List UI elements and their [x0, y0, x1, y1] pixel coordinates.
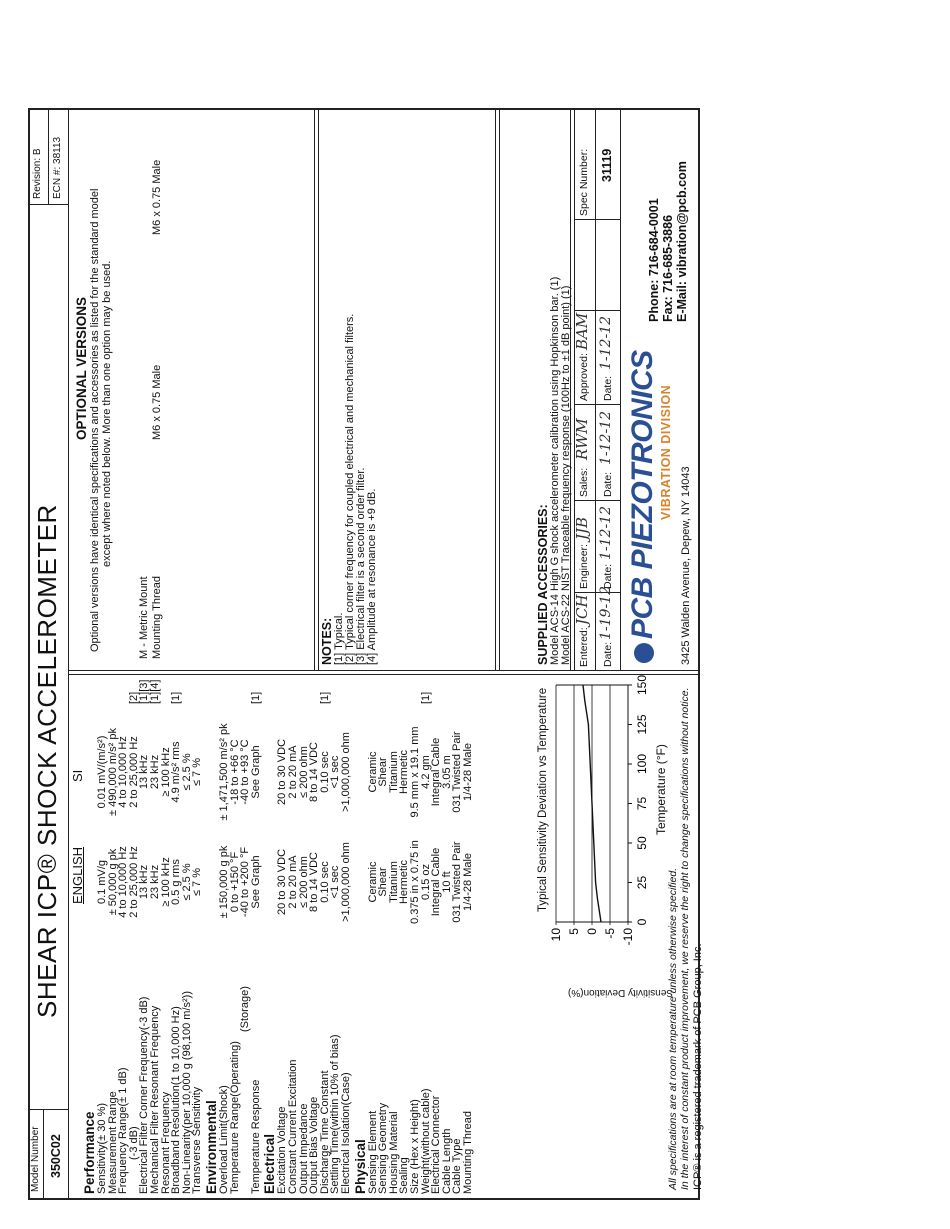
entered-signature: JCH — [573, 594, 591, 625]
section-title: Physical — [352, 1139, 368, 1194]
spec-label: Mounting Thread — [462, 1111, 474, 1194]
spec-label: Electrical Connector — [430, 1095, 443, 1194]
sales-signature: RWM — [573, 418, 591, 460]
spec-label: Resonant Frequency — [159, 1091, 172, 1194]
company-fax: Fax: 716-685-3886 — [661, 214, 675, 322]
spec-note: [1] — [318, 691, 331, 704]
spec-label: Housing Material — [387, 1111, 400, 1194]
spec-value-english: ≥ 100 kHz — [159, 857, 172, 907]
date-value-4: 1-12-12 — [598, 316, 614, 370]
date-label-3: Date: — [602, 471, 614, 497]
spec-value-english: >1,000,000 ohm — [340, 842, 352, 922]
spec-label: Cable Length — [440, 1128, 453, 1194]
company-address: 3425 Walden Avenue, Depew, NY 14043 — [680, 466, 692, 665]
spec-value-english: ≤ 2.5 % — [180, 863, 193, 901]
footer-line-1: All specifications are at room temperature unless otherwise specified. — [667, 867, 679, 1190]
company-division: VIBRATION DIVISION — [659, 384, 673, 520]
page-title: SHEAR ICP® SHOCK ACCELEROMETER — [32, 504, 62, 1018]
chart-plot — [549, 675, 649, 945]
spec-label: Cable Type — [451, 1138, 464, 1194]
spec-label: Temperature Range(Operating) — [228, 1041, 241, 1194]
chart-x-tick-label: 25 — [635, 875, 649, 890]
spec-value-si: ± 490,000 m/s² pk — [106, 728, 119, 816]
spec-value-si: 2 to 20 mA — [287, 745, 299, 799]
chart-y-axis-label: Sensitivity Deviation(%) — [567, 987, 673, 998]
notes-title: NOTES: — [320, 617, 334, 665]
section-title: Performance — [82, 1111, 97, 1194]
chart-title: Typical Sensitivity Deviation vs Temperature — [537, 687, 549, 912]
engineer-label: Engineer: — [578, 544, 590, 589]
spec-label: Electrical Filter Corner Frequency(-3 dB) — [138, 996, 151, 1194]
spec-value-si: -40 to +93 °C — [239, 739, 252, 805]
spec-value-si: ≤ 2.5 % — [180, 753, 193, 791]
spec-label: Overload Limit(Shock) — [218, 1085, 230, 1194]
engineer-signature: JJB — [573, 516, 591, 540]
revision: Revision: B — [32, 148, 43, 199]
spec-value-si: 4.9 m/s² rms — [170, 741, 183, 803]
company-logo: PCB PIEZOTRONICS — [626, 350, 659, 639]
si-column-header: SI — [70, 769, 85, 782]
option-row-label: Mounting Thread — [151, 576, 163, 659]
spec-value-english: 8 to 14 VDC — [308, 852, 321, 912]
note-1: [1] Typical. — [333, 612, 345, 665]
spec-value-english: <1 sec — [329, 865, 342, 899]
accessory-1: Model ACS-14 High G shock accelerometer calibration using Hopkinson bar. (1) — [549, 276, 561, 665]
approved-label: Approved: — [578, 353, 590, 401]
spec-value-english: Titanium — [387, 861, 400, 903]
approved-signature: BAM — [573, 312, 591, 350]
optional-versions-intro-1: Optional versions have identical specifications and accessories as listed for the standard model — [89, 188, 101, 652]
spec-value-si: See Graph — [249, 745, 262, 799]
chart-x-tick-label: 150 — [635, 675, 649, 696]
spec-value-english: 0 to +150 °F — [228, 851, 241, 913]
spec-value-si: 0.01 mV/(m/s²) — [96, 735, 108, 809]
spec-label: Settling Time(within 10% of bias) — [329, 1034, 342, 1194]
spec-value-english: 2 to 25,000 Hz — [127, 846, 140, 918]
spec-value-english: Shear — [377, 867, 390, 897]
spec-value-si: 0.10 sec — [318, 751, 331, 793]
spec-label: Weight(without cable) — [419, 1088, 432, 1194]
spec-label: (-3 dB) — [127, 1126, 140, 1160]
company-phone: Phone: 716-684-0001 — [647, 198, 661, 322]
spec-value-si: Shear — [377, 757, 390, 787]
spec-value-si: 4 to 10,000 Hz — [117, 736, 130, 808]
accessories-title: SUPPLIED ACCESSORIES: — [536, 504, 550, 665]
spec-value-si: 3.05 m — [440, 755, 453, 789]
spec-label: Transverse Sensitivity — [191, 1086, 204, 1194]
spec-value-si: Ceramic — [366, 751, 379, 793]
spec-label: Frequency Range(± 1 dB) — [117, 1067, 130, 1194]
chart-y-tick-label: 5 — [567, 928, 581, 935]
spec-value-si: 13 kHz — [138, 754, 151, 790]
spec-value-si: Hermetic — [398, 749, 411, 795]
option-row-si: M6 x 0.75 Male — [151, 159, 163, 235]
note-4: [4] Amplitude at resonance is +9 dB. — [366, 488, 378, 665]
spec-value-si: ≥ 100 kHz — [159, 747, 172, 797]
spec-value-si: 8 to 14 VDC — [308, 742, 321, 802]
date-label-2: Date: — [602, 563, 614, 589]
spec-label: Sensitivity(± 30 %) — [96, 1102, 108, 1194]
spec-label: Sealing — [398, 1157, 411, 1194]
spec-label: Sensing Element — [366, 1110, 379, 1194]
spec-value-english: 0.5 g rms — [170, 859, 183, 905]
chart-x-tick-label: 100 — [635, 753, 649, 775]
chart-x-tick-label: 75 — [635, 796, 649, 811]
spec-label: Temperature Response — [249, 1079, 262, 1194]
ecn-number: ECN #: 38113 — [52, 136, 63, 199]
spec-value-english: 0.15 oz — [419, 863, 432, 901]
option-name: M - Metric Mount — [138, 576, 150, 659]
section-title: Environmental — [204, 1100, 219, 1194]
spec-value-english: 13 kHz — [138, 864, 151, 900]
spec-value-english: 0.10 sec — [318, 861, 331, 903]
spec-value-english: Integral Cable — [430, 847, 443, 917]
spec-value-english: Ceramic — [366, 861, 379, 903]
spec-value-english: 23 kHz — [149, 864, 161, 900]
spec-label: Constant Current Excitation — [287, 1059, 299, 1194]
spec-number: 31119 — [600, 148, 614, 182]
spec-value-english: 20 to 30 VDC — [276, 848, 289, 916]
spec-note: [1][3] — [138, 679, 151, 704]
spec-value-si: ± 1,471,500 m/s² pk — [218, 723, 230, 821]
spec-value-si: 9.5 mm x 19.1 mm — [409, 726, 421, 818]
spec-value-english: Hermetic — [398, 859, 411, 905]
spec-value-english: 10 ft — [440, 871, 453, 893]
spec-label: Size (Hex x Height) — [409, 1099, 421, 1194]
spec-label: (Storage) — [239, 986, 252, 1032]
chart-y-tick-label: -5 — [603, 928, 617, 939]
spec-value-si: Titanium — [387, 751, 400, 793]
spec-value-english: 031 Twisted Pair — [451, 841, 464, 923]
spec-note: [2] — [127, 691, 140, 704]
spec-sheet — [28, 108, 734, 1200]
chart-x-tick-label: 50 — [635, 836, 649, 850]
spec-label: Measurement Range — [106, 1091, 119, 1194]
spec-value-si: ≤ 200 ohm — [297, 746, 310, 798]
spec-value-si: >1,000,000 ohm — [340, 732, 352, 812]
spec-value-english: 1/4-28 Male — [462, 852, 474, 912]
footer-line-2: In the interest of constant product improvement, we reserve the right to change specifications without notice. — [679, 687, 691, 1190]
spec-value-si: Integral Cable — [430, 737, 443, 807]
spec-label: Output Impedance — [297, 1103, 310, 1194]
spec-number-label: Spec Number: — [578, 148, 590, 216]
date-value-2: 1-12-12 — [598, 506, 614, 560]
sales-label: Sales: — [578, 467, 590, 497]
spec-value-si: 2 to 25,000 Hz — [127, 736, 140, 808]
chart-x-axis-label: Temperature (°F) — [654, 744, 668, 835]
spec-value-si: 1/4-28 Male — [462, 742, 474, 802]
spec-label: Discharge Time Constant — [318, 1070, 331, 1194]
spec-value-si: 23 kHz — [149, 754, 161, 790]
spec-value-english: ± 150,000 g pk — [218, 845, 230, 919]
model-number-label: Model Number — [30, 1126, 41, 1192]
english-column-header: ENGLISH — [70, 846, 85, 904]
spec-value-english: 0.1 mV/g — [96, 859, 108, 905]
spec-value-english: 0.375 in x 0.75 in — [409, 840, 421, 924]
chart-y-tick-label: -10 — [621, 928, 635, 946]
spec-value-english: ± 50,000 g pk — [106, 848, 119, 916]
note-2: [2] Typical corner frequency for coupled electrical and mechanical filters. — [344, 313, 356, 665]
spec-value-english: ≤ 7 % — [191, 867, 204, 897]
spec-value-english: See Graph — [249, 855, 262, 909]
spec-value-si: 20 to 30 VDC — [276, 738, 289, 806]
company-email: E-Mail: vibration@pcb.com — [675, 161, 689, 322]
date-label-1: Date: — [602, 641, 614, 667]
spec-value-english: -40 to +200 °F — [239, 846, 252, 918]
date-value-1: 1-19-12 — [598, 586, 614, 640]
spec-value-english: ≤ 200 ohm — [297, 856, 310, 908]
spec-value-english: 4 to 10,000 Hz — [117, 846, 130, 918]
spec-label: Sensing Geometry — [377, 1102, 390, 1194]
optional-versions-intro-2: except where noted below. More than one option may be used. — [101, 260, 113, 567]
entered-label: Entered: — [578, 627, 590, 667]
option-row-english: M6 x 0.75 Male — [151, 364, 163, 440]
date-label-4: Date: — [602, 375, 614, 401]
spec-label: Mechanical Filter Resonant Frequency — [149, 1005, 161, 1194]
chart-y-tick-label: 10 — [549, 928, 563, 942]
spec-note: [1] — [249, 691, 262, 704]
spec-value-si: -18 to +66 °C — [228, 739, 241, 805]
chart-x-tick-label: 0 — [635, 918, 649, 926]
spec-value-si: <1 sec — [329, 755, 342, 789]
spec-label: Output Bias Voltage — [308, 1096, 321, 1194]
spec-note: [1] — [419, 691, 432, 704]
spec-note: [1] — [170, 691, 183, 704]
spec-value-english: 2 to 20 mA — [287, 855, 299, 909]
section-title: Electrical — [262, 1133, 278, 1194]
spec-value-si: 031 Twisted Pair — [451, 731, 464, 813]
model-number: 350C02 — [49, 1134, 63, 1178]
date-value-3: 1-12-12 — [598, 411, 614, 465]
note-3: [3] Electrical filter is a second order filter. — [355, 467, 367, 665]
footer-line-3: ICP® is a registered trademark of PCB Group, Inc. — [692, 943, 704, 1190]
spec-label: Broadband Resolution(1 to 10,000 Hz) — [170, 1006, 183, 1194]
spec-label: Excitation Voltage — [276, 1106, 289, 1194]
chart-y-tick-label: 0 — [585, 928, 599, 935]
chart-x-tick-label: 125 — [635, 714, 649, 735]
optional-versions-title: OPTIONAL VERSIONS — [74, 296, 89, 440]
accessory-2: Model ACS-22 NIST Traceable frequency response (100Hz to ±1 dB point) (1) — [560, 285, 572, 665]
spec-note: [1][4] — [149, 679, 161, 704]
pcb-logo-icon — [634, 643, 654, 663]
spec-value-si: 4.2 gm — [419, 755, 432, 789]
spec-label: Non-Linearity(per 10,000 g (98,100 m/s²)) — [180, 991, 193, 1194]
spec-label: Electrical Isolation(Case) — [340, 1072, 352, 1194]
spec-value-si: ≤ 7 % — [191, 757, 204, 787]
